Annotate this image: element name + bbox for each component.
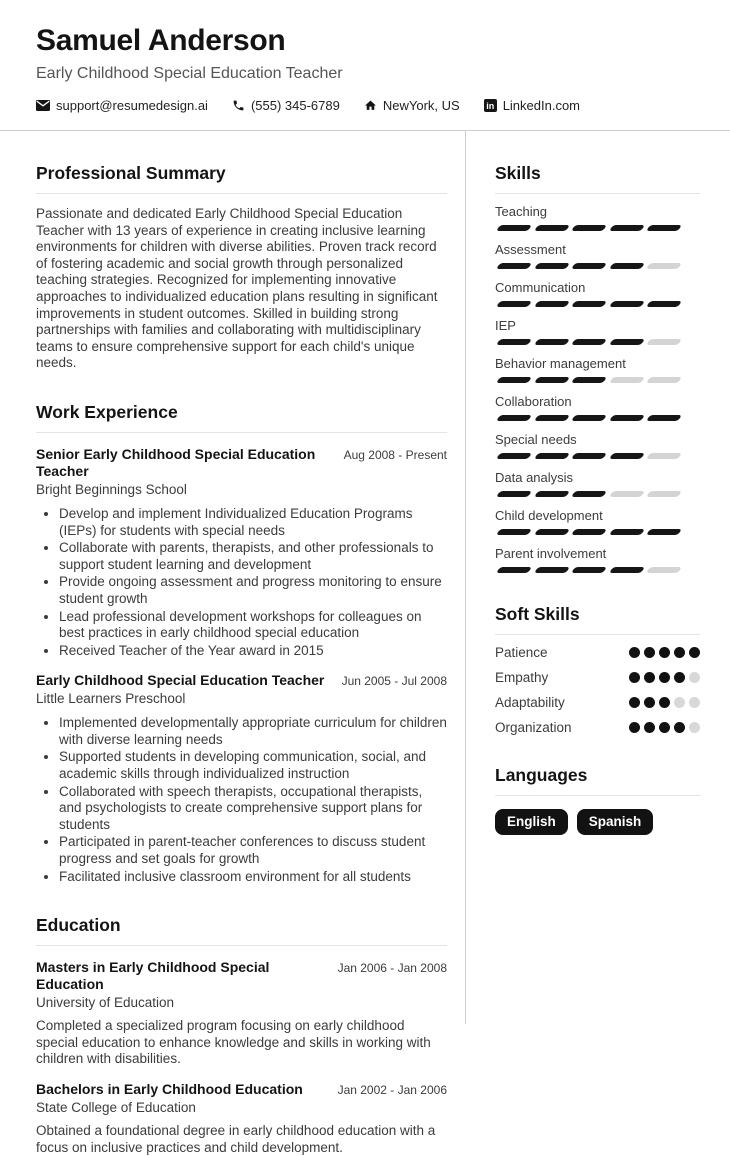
soft-skills-heading: Soft Skills [495, 604, 700, 635]
bar-segment [496, 301, 532, 307]
bar-segment [571, 529, 607, 535]
bar-segment [496, 491, 532, 497]
skill-item [495, 508, 700, 536]
bullet-item: • Implemented developmentally appropriate curriculum for children with diverse learning needs [59, 715, 447, 748]
section-education [36, 915, 447, 1156]
bar-segment [533, 263, 569, 269]
bar-segment [533, 567, 569, 573]
skill-meter [495, 529, 700, 536]
contact-linkedin[interactable] [484, 98, 580, 113]
section-languages [495, 765, 700, 835]
bar-segment [496, 225, 532, 231]
left-column [36, 131, 465, 1155]
skill-item [495, 470, 700, 498]
education-entry-head [36, 959, 447, 993]
skill-item [495, 242, 700, 270]
rating-dot [644, 722, 655, 733]
rating-dot [629, 722, 640, 733]
skill-item [495, 204, 700, 232]
bar-segment [571, 225, 607, 231]
contact-email-text: support@resumedesign.ai [56, 98, 208, 113]
rating-dot [674, 647, 685, 658]
rating-dot [674, 722, 685, 733]
education-entry [36, 1081, 447, 1156]
bar-segment [571, 567, 607, 573]
contact-row [36, 98, 700, 113]
bullet-item: • Facilitated inclusive classroom environment for all students [59, 869, 447, 886]
skill-item [495, 356, 700, 384]
bar-segment [533, 377, 569, 383]
rating-dot [689, 697, 700, 708]
person-job-title: Early Childhood Special Education Teacher [36, 65, 343, 82]
rating-dot [644, 672, 655, 683]
job-title: Early Childhood Special Education Teacher [36, 672, 325, 689]
bar-segment [608, 225, 644, 231]
rating-dot [689, 647, 700, 658]
rating-dot [659, 647, 670, 658]
bar-segment [533, 301, 569, 307]
job-entry-head [36, 672, 447, 689]
rating-dot [689, 722, 700, 733]
education-description: Completed a specialized program focusing on early childhood special education to enhance knowledge and skills in working with children with disabilities. [36, 1018, 431, 1067]
experience-heading: Work Experience [36, 402, 447, 433]
bullet-item: • Provide ongoing assessment and progress monitoring to ensure student growth [59, 574, 447, 607]
bar-segment [608, 339, 644, 345]
skill-item [495, 394, 700, 422]
bar-segment [571, 453, 607, 459]
bar-segment [533, 225, 569, 231]
bar-segment [571, 491, 607, 497]
bar-segment [608, 377, 644, 383]
bar-segment [533, 529, 569, 535]
skill-meter [495, 567, 700, 574]
summary-text: Passionate and dedicated Early Childhood Special Education Teacher with 13 years of experience in creating inclusive learning environments for children with diverse abilities. Proven track record of fostering academic and social growth through personalized teaching strategies. Recognized for implementing innovative approaches to individualized education plans resulting in significant improvements in student outcomes. Skilled in building strong partnerships with families and collaborating with multidisciplinary teams to ensure comprehensive support for each child's unique needs. [36, 206, 438, 371]
job-dates: Aug 2008 - Present [343, 447, 447, 462]
language-tag-list [495, 809, 700, 835]
bullet-item: • Received Teacher of the Year award in 2015 [59, 643, 447, 660]
skill-meter [495, 339, 700, 346]
bar-segment [646, 453, 682, 459]
skill-label: Communication [495, 280, 586, 295]
bar-segment [608, 263, 644, 269]
education-entry-head [36, 1081, 447, 1098]
right-column [465, 131, 700, 1024]
skills-heading: Skills [495, 163, 700, 194]
skill-label: Special needs [495, 432, 577, 447]
resume-header [0, 0, 730, 131]
skill-item [495, 280, 700, 308]
linkedin-icon: in [484, 99, 497, 112]
contact-linkedin-text: LinkedIn.com [502, 98, 581, 113]
skill-meter [495, 453, 700, 460]
degree-title: Masters in Early Childhood Special Education [36, 959, 270, 993]
soft-skill-row [495, 670, 700, 685]
rating-dot [644, 647, 655, 658]
bar-segment [533, 415, 569, 421]
bar-segment [496, 529, 532, 535]
person-name: Samuel Anderson [36, 24, 286, 57]
job-bullet-list [36, 715, 447, 885]
bullet-item: • Collaborate with parents, therapists, and other professionals to support student learning and development [59, 540, 447, 573]
contact-location-text: NewYork, US [382, 98, 460, 113]
bar-segment [533, 453, 569, 459]
degree-title: Bachelors in Early Childhood Education [36, 1081, 303, 1097]
soft-skill-label: Empathy [495, 670, 549, 685]
soft-skill-label: Organization [495, 720, 572, 735]
education-dates: Jan 2006 - Jan 2008 [337, 961, 447, 976]
skill-label: Behavior management [495, 356, 626, 371]
bar-segment [646, 301, 682, 307]
bar-segment [608, 453, 644, 459]
bar-segment [608, 491, 644, 497]
education-description: Obtained a foundational degree in early childhood education with a focus on inclusive practices and child development. [36, 1123, 436, 1155]
skill-meter [495, 263, 700, 270]
bullet-item: • Supported students in developing communication, social, and academic skills through individualized instruction [59, 749, 447, 782]
bar-segment [608, 301, 644, 307]
rating-dot [659, 697, 670, 708]
school-name: University of Education [36, 995, 175, 1011]
bar-segment [571, 263, 607, 269]
skill-label: Assessment [495, 242, 566, 257]
soft-skill-rating [629, 722, 700, 733]
soft-skill-label: Patience [495, 645, 548, 660]
bar-segment [646, 263, 682, 269]
job-bullet-list [36, 506, 447, 659]
job-dates: Jun 2005 - Jul 2008 [341, 674, 447, 689]
soft-skill-rating [629, 647, 700, 658]
rating-dot [629, 647, 640, 658]
soft-skill-label: Adaptability [495, 695, 565, 710]
contact-phone-text: (555) 345-6789 [250, 98, 340, 113]
skill-label: Child development [495, 508, 603, 523]
resume-body [0, 131, 730, 1155]
soft-skill-row [495, 695, 700, 710]
bar-segment [496, 415, 532, 421]
education-entry [36, 959, 447, 1068]
skill-meter [495, 225, 700, 232]
section-work-experience [36, 402, 447, 885]
contact-location [364, 98, 460, 113]
school-name: State College of Education [36, 1100, 196, 1115]
bullet-item: • Participated in parent-teacher conferences to discuss student progress and set goals for growth [59, 834, 447, 867]
soft-skill-row [495, 645, 700, 660]
skill-meter [495, 415, 700, 422]
section-professional-summary [36, 163, 447, 372]
bar-segment [646, 377, 682, 383]
bar-segment [571, 377, 607, 383]
bar-segment [571, 301, 607, 307]
bar-segment [496, 263, 532, 269]
bar-segment [646, 529, 682, 535]
language-tag[interactable]: English [495, 809, 568, 835]
skill-meter [495, 377, 700, 384]
bar-segment [608, 529, 644, 535]
bar-segment [496, 567, 532, 573]
rating-dot [629, 697, 640, 708]
job-title: Senior Early Childhood Special Education Teacher [36, 445, 316, 479]
job-entry-head [36, 446, 447, 480]
section-skills [495, 163, 700, 574]
job-company: Little Learners Preschool [36, 691, 186, 707]
skill-label: Teaching [495, 204, 548, 219]
skill-label: Collaboration [495, 394, 572, 409]
rating-dot [659, 672, 670, 683]
bullet-item: • Develop and implement Individualized Education Programs (IEPs) for students with special needs [59, 506, 447, 539]
education-dates: Jan 2002 - Jan 2006 [337, 1083, 447, 1097]
education-heading: Education [36, 915, 447, 946]
bullet-item: • Lead professional development workshops for colleagues on best practices in early childhood special education [59, 609, 447, 642]
skill-item [495, 318, 700, 346]
rating-dot [629, 672, 640, 683]
bar-segment [571, 339, 607, 345]
contact-phone [232, 98, 340, 113]
phone-icon [232, 99, 245, 112]
job-entry [36, 446, 447, 659]
bullet-item: • Collaborated with speech therapists, occupational therapists, and psychologists to create comprehensive support plans for students [59, 784, 447, 834]
soft-skill-rating [629, 672, 700, 683]
bar-segment [646, 567, 682, 573]
bar-segment [646, 491, 682, 497]
email-icon [36, 100, 50, 111]
skill-label: IEP [495, 318, 516, 333]
bar-segment [571, 415, 607, 421]
bar-segment [646, 339, 682, 345]
skill-meter [495, 491, 700, 498]
rating-dot [689, 672, 700, 683]
bar-segment [496, 339, 532, 345]
soft-skill-rating [629, 697, 700, 708]
home-icon [364, 99, 377, 112]
job-entry [36, 672, 447, 885]
skill-label: Data analysis [495, 470, 574, 485]
languages-heading: Languages [495, 765, 700, 796]
bar-segment [533, 491, 569, 497]
rating-dot [644, 697, 655, 708]
bar-segment [533, 339, 569, 345]
bar-segment [608, 415, 644, 421]
soft-skill-row [495, 720, 700, 735]
skill-label: Parent involvement [495, 546, 607, 561]
bar-segment [608, 567, 644, 573]
contact-email[interactable] [36, 98, 208, 113]
skill-item [495, 432, 700, 460]
summary-heading: Professional Summary [36, 163, 447, 194]
bar-segment [496, 377, 532, 383]
bar-segment [496, 453, 532, 459]
job-company: Bright Beginnings School [36, 481, 187, 497]
skill-meter [495, 301, 700, 308]
section-soft-skills [495, 604, 700, 735]
language-tag[interactable]: Spanish [577, 809, 654, 835]
bar-segment [646, 225, 682, 231]
rating-dot [674, 697, 685, 708]
skill-item [495, 546, 700, 574]
rating-dot [674, 672, 685, 683]
rating-dot [659, 722, 670, 733]
bar-segment [646, 415, 682, 421]
